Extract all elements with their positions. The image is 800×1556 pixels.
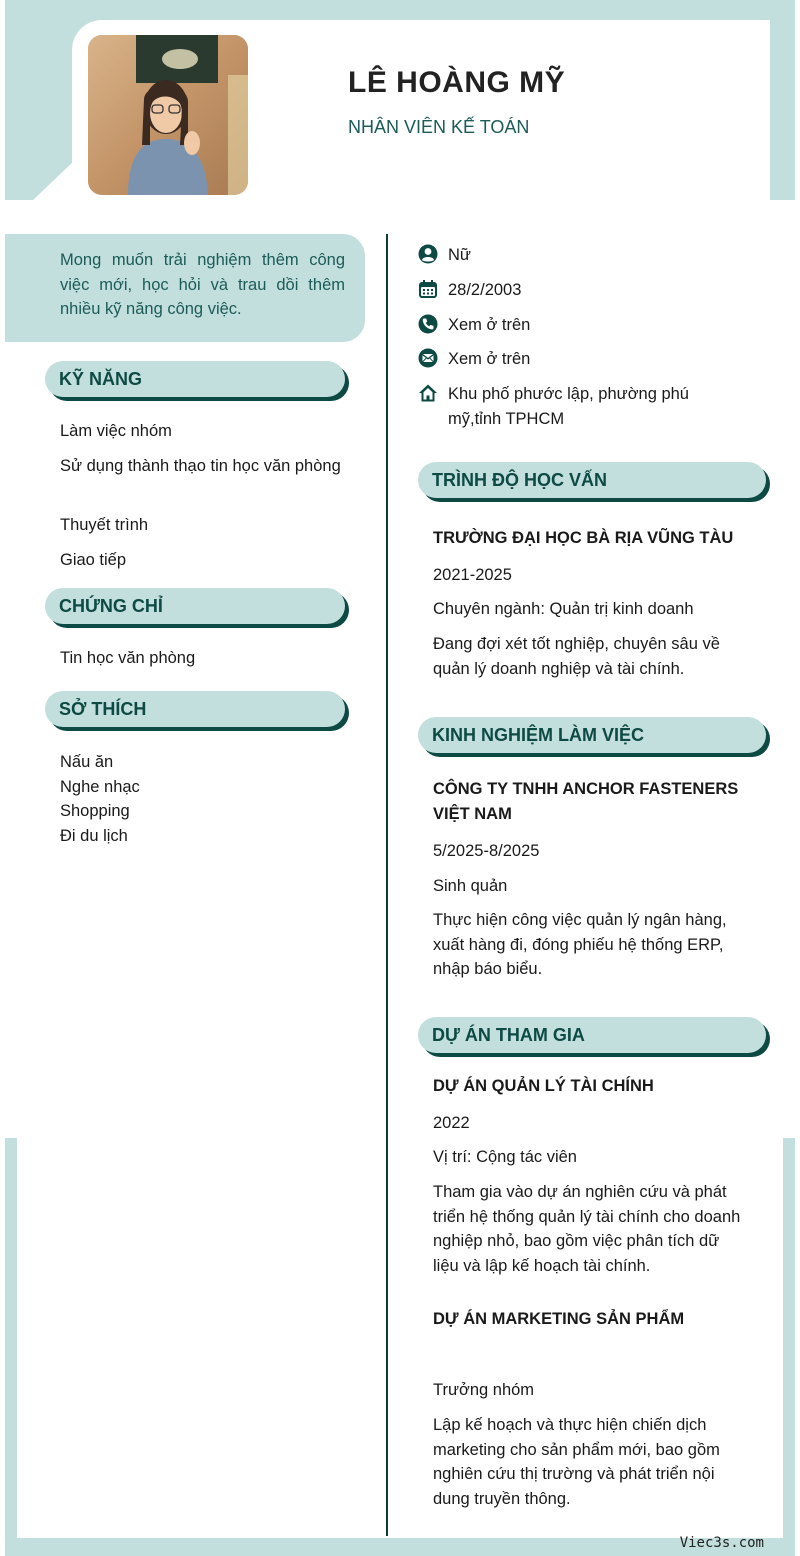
projects-heading	[418, 1017, 766, 1053]
project-role: Vị trí: Cộng tác viên	[433, 1148, 577, 1166]
gender-value: Nữ	[448, 246, 471, 264]
profile-photo	[88, 35, 248, 195]
skill-item: Giao tiếp	[60, 551, 127, 569]
email-row	[418, 347, 718, 372]
hobby-item: Đi du lịch	[60, 827, 128, 845]
project-description: Lập kế hoạch và thực hiện chiến dịch marketing cho sản phẩm mới, bao gồm nghiên cứu thị trường và phát triển nội dung truyền thông.	[433, 1416, 720, 1508]
hobbies-title: SỞ THÍCH	[59, 698, 147, 719]
objective-text: Mong muốn trải nghiệm thêm công việc mới, học hỏi và trau dồi thêm nhiều kỹ năng công việc.	[60, 251, 345, 318]
project-name: DỰ ÁN QUẢN LÝ TÀI CHÍNH	[433, 1077, 654, 1095]
skills-heading	[45, 361, 345, 397]
watermark: Viec3s.com	[679, 1535, 764, 1551]
projects-title: DỰ ÁN THAM GIA	[432, 1024, 585, 1045]
certificate-item: Tin học văn phòng	[60, 649, 196, 667]
skills-title: KỸ NĂNG	[59, 368, 143, 389]
gender-row	[418, 243, 718, 268]
hobby-item: Shopping	[60, 802, 130, 820]
school-name: TRƯỜNG ĐẠI HỌC BÀ RỊA VŨNG TÀU	[433, 529, 734, 547]
candidate-name: LÊ HOÀNG MỸ	[348, 66, 566, 99]
certificates-title: CHỨNG CHỈ	[59, 595, 163, 616]
birthday-row	[418, 278, 718, 303]
company-name: CÔNG TY TNHH ANCHOR FASTENERS VIỆT NAM	[433, 780, 739, 823]
calendar-icon	[418, 279, 438, 299]
home-icon	[418, 383, 438, 403]
skill-item: Làm việc nhóm	[60, 422, 172, 440]
project-name: DỰ ÁN MARKETING SẢN PHẨM	[433, 1310, 685, 1328]
skill-item: Sử dụng thành thạo tin học văn phòng	[60, 457, 341, 475]
email-value: Xem ở trên	[448, 350, 531, 368]
column-divider	[386, 234, 388, 1536]
address-value: Khu phố phước lập, phường phú mỹ,tỉnh TPHCM	[448, 385, 689, 428]
mail-icon	[418, 348, 438, 368]
hobby-item: Nghe nhạc	[60, 778, 140, 796]
address-row	[418, 382, 718, 431]
project-role: Trưởng nhóm	[433, 1381, 535, 1399]
education-period: 2021-2025	[433, 566, 512, 584]
project-year: 2022	[433, 1114, 470, 1132]
experience-title: KINH NGHIỆM LÀM VIỆC	[432, 724, 645, 745]
certificates-heading	[45, 588, 345, 624]
skill-item: Thuyết trình	[60, 516, 149, 534]
experience-period: 5/2025-8/2025	[433, 842, 540, 860]
phone-icon	[418, 314, 438, 334]
education-description: Đang đợi xét tốt nghiệp, chuyên sâu về quản lý doanh nghiệp và tài chính.	[433, 635, 720, 678]
hobby-item: Nấu ăn	[60, 753, 114, 771]
objective-box	[5, 234, 365, 342]
user-icon	[418, 244, 438, 264]
experience-heading	[418, 717, 766, 753]
experience-description: Thực hiện công việc quản lý ngân hàng, xuất hàng đi, đóng phiếu hệ thống ERP, nhập báo biểu.	[433, 911, 727, 978]
experience-position: Sinh quản	[433, 877, 508, 895]
job-title: NHÂN VIÊN KẾ TOÁN	[348, 117, 530, 137]
education-title: TRÌNH ĐỘ HỌC VẤN	[432, 469, 607, 490]
phone-row	[418, 313, 718, 338]
phone-value: Xem ở trên	[448, 316, 531, 334]
project-description: Tham gia vào dự án nghiên cứu và phát triển hệ thống quản lý tài chính cho doanh nghiệp nhỏ, bao gồm việc phân tích dữ liệu và lập kế hoạch tài chính.	[433, 1183, 741, 1275]
education-major: Chuyên ngành: Quản trị kinh doanh	[433, 600, 694, 618]
education-heading	[418, 462, 766, 498]
hobbies-heading	[45, 691, 345, 727]
birthday-value: 28/2/2003	[448, 281, 522, 299]
